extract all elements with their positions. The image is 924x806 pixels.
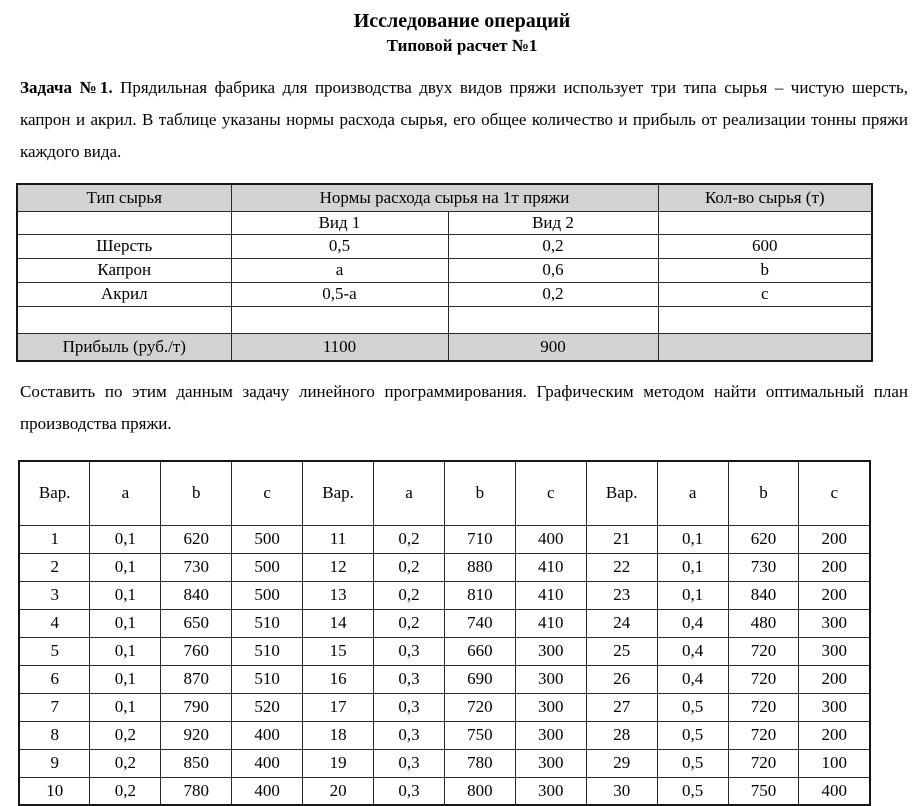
variants-header-cell: c xyxy=(232,461,303,525)
variants-cell: 0,5 xyxy=(657,777,728,805)
materials-header-norms: Нормы расхода сырья на 1т пряжи xyxy=(231,184,658,211)
variants-header-cell: b xyxy=(728,461,799,525)
variants-cell: 750 xyxy=(444,721,515,749)
variants-cell: 720 xyxy=(728,693,799,721)
variants-cell: 0,1 xyxy=(90,609,161,637)
variants-cell: 780 xyxy=(444,749,515,777)
variants-cell: 200 xyxy=(799,553,870,581)
profit-vid2: 900 xyxy=(448,333,658,361)
variants-cell: 410 xyxy=(515,609,586,637)
page-subtitle: Типовой расчет №1 xyxy=(386,36,538,55)
material-vid1: a xyxy=(231,258,448,282)
variants-header-cell: Вар. xyxy=(586,461,657,525)
variants-cell: 19 xyxy=(303,749,374,777)
variants-header-cell: c xyxy=(799,461,870,525)
materials-header-row xyxy=(17,184,872,211)
variants-cell: 16 xyxy=(303,665,374,693)
variants-cell: 0,1 xyxy=(90,553,161,581)
variants-cell: 0,1 xyxy=(90,665,161,693)
variants-cell: 300 xyxy=(799,637,870,665)
variants-cell: 920 xyxy=(161,721,232,749)
material-qty: c xyxy=(658,282,872,306)
variants-cell: 650 xyxy=(161,609,232,637)
variants-cell: 0,1 xyxy=(657,525,728,553)
materials-subheader-vid2: Вид 2 xyxy=(448,211,658,234)
variants-cell: 400 xyxy=(799,777,870,805)
variants-row xyxy=(19,553,870,581)
variants-cell: 11 xyxy=(303,525,374,553)
variants-cell: 28 xyxy=(586,721,657,749)
material-vid2 xyxy=(448,306,658,333)
variants-cell: 520 xyxy=(232,693,303,721)
variants-cell: 7 xyxy=(19,693,90,721)
variants-cell: 850 xyxy=(161,749,232,777)
variants-cell: 780 xyxy=(161,777,232,805)
variants-cell: 0,4 xyxy=(657,665,728,693)
variants-cell: 24 xyxy=(586,609,657,637)
variants-cell: 400 xyxy=(232,749,303,777)
variants-cell: 720 xyxy=(728,749,799,777)
materials-row-wool xyxy=(17,234,872,258)
materials-subheader-vid1: Вид 1 xyxy=(231,211,448,234)
materials-subheader-empty xyxy=(658,211,872,234)
variants-cell: 100 xyxy=(799,749,870,777)
variants-cell: 500 xyxy=(232,553,303,581)
variants-cell: 720 xyxy=(728,665,799,693)
variants-header-cell: b xyxy=(161,461,232,525)
variants-cell: 0,5 xyxy=(657,749,728,777)
variants-cell: 720 xyxy=(728,721,799,749)
variants-row xyxy=(19,749,870,777)
variants-cell: 200 xyxy=(799,525,870,553)
variants-cell: 14 xyxy=(303,609,374,637)
variants-cell: 0,3 xyxy=(374,777,445,805)
variants-cell: 880 xyxy=(444,553,515,581)
material-vid2: 0,2 xyxy=(448,234,658,258)
variants-row xyxy=(19,693,870,721)
variants-cell: 300 xyxy=(515,693,586,721)
variants-cell: 6 xyxy=(19,665,90,693)
variants-cell: 20 xyxy=(303,777,374,805)
variants-row xyxy=(19,637,870,665)
materials-profit-row xyxy=(17,333,872,361)
variants-row xyxy=(19,665,870,693)
materials-row-empty xyxy=(17,306,872,333)
variants-cell: 740 xyxy=(444,609,515,637)
variants-cell: 0,3 xyxy=(374,637,445,665)
variants-cell: 300 xyxy=(515,749,586,777)
variants-cell: 21 xyxy=(586,525,657,553)
variants-cell: 1 xyxy=(19,525,90,553)
variants-cell: 0,3 xyxy=(374,749,445,777)
materials-subheader-empty xyxy=(17,211,231,234)
materials-subheader-row xyxy=(17,211,872,234)
variants-cell: 0,3 xyxy=(374,665,445,693)
variants-cell: 840 xyxy=(161,581,232,609)
variants-cell: 0,2 xyxy=(90,749,161,777)
variants-cell: 22 xyxy=(586,553,657,581)
variants-cell: 4 xyxy=(19,609,90,637)
variants-cell: 620 xyxy=(728,525,799,553)
variants-cell: 0,2 xyxy=(90,777,161,805)
variants-header-row xyxy=(19,461,870,525)
profit-vid1: 1100 xyxy=(231,333,448,361)
variants-cell: 0,4 xyxy=(657,637,728,665)
variants-cell: 710 xyxy=(444,525,515,553)
variants-cell: 0,1 xyxy=(90,581,161,609)
material-name: Капрон xyxy=(17,258,231,282)
variants-cell: 200 xyxy=(799,721,870,749)
materials-header-type: Тип сырья xyxy=(17,184,231,211)
variants-cell: 750 xyxy=(728,777,799,805)
variants-cell: 790 xyxy=(161,693,232,721)
variants-cell: 0,1 xyxy=(90,693,161,721)
material-vid2: 0,2 xyxy=(448,282,658,306)
material-vid1: 0,5 xyxy=(231,234,448,258)
variants-header-cell: Вар. xyxy=(19,461,90,525)
variants-cell: 0,2 xyxy=(90,721,161,749)
variants-header-cell: a xyxy=(374,461,445,525)
problem-label: Задача №1. xyxy=(20,78,113,97)
variants-cell: 200 xyxy=(799,581,870,609)
variants-cell: 17 xyxy=(303,693,374,721)
material-vid1 xyxy=(231,306,448,333)
variants-cell: 720 xyxy=(728,637,799,665)
variants-cell: 690 xyxy=(444,665,515,693)
variants-cell: 0,1 xyxy=(90,525,161,553)
variants-cell: 300 xyxy=(515,721,586,749)
materials-header-qty: Кол-во сырья (т) xyxy=(658,184,872,211)
variants-cell: 720 xyxy=(444,693,515,721)
variants-cell: 0,3 xyxy=(374,693,445,721)
material-qty: b xyxy=(658,258,872,282)
variants-cell: 870 xyxy=(161,665,232,693)
variants-cell: 400 xyxy=(232,777,303,805)
variants-row xyxy=(19,777,870,805)
variants-cell: 10 xyxy=(19,777,90,805)
materials-row-acryl xyxy=(17,282,872,306)
variants-cell: 26 xyxy=(586,665,657,693)
variants-cell: 300 xyxy=(799,609,870,637)
variants-header-cell: c xyxy=(515,461,586,525)
variants-cell: 410 xyxy=(515,553,586,581)
variants-cell: 410 xyxy=(515,581,586,609)
variants-row xyxy=(19,721,870,749)
material-name: Шерсть xyxy=(17,234,231,258)
variants-cell: 0,4 xyxy=(657,609,728,637)
variants-header-cell: a xyxy=(90,461,161,525)
variants-cell: 9 xyxy=(19,749,90,777)
variants-cell: 510 xyxy=(232,637,303,665)
variants-cell: 500 xyxy=(232,581,303,609)
material-name: Акрил xyxy=(17,282,231,306)
material-name xyxy=(17,306,231,333)
variants-cell: 30 xyxy=(586,777,657,805)
variants-cell: 2 xyxy=(19,553,90,581)
variants-cell: 300 xyxy=(515,777,586,805)
variants-cell: 0,2 xyxy=(374,525,445,553)
variants-cell: 0,5 xyxy=(657,721,728,749)
variants-cell: 200 xyxy=(799,665,870,693)
variants-cell: 400 xyxy=(232,721,303,749)
variants-cell: 0,2 xyxy=(374,581,445,609)
variants-row xyxy=(19,525,870,553)
profit-qty xyxy=(658,333,872,361)
variants-cell: 27 xyxy=(586,693,657,721)
variants-cell: 18 xyxy=(303,721,374,749)
problem-paragraph xyxy=(20,72,908,168)
variants-table xyxy=(18,460,871,806)
variants-cell: 730 xyxy=(161,553,232,581)
variants-cell: 0,1 xyxy=(657,553,728,581)
variants-row xyxy=(19,581,870,609)
variants-cell: 660 xyxy=(444,637,515,665)
variants-cell: 730 xyxy=(728,553,799,581)
material-qty xyxy=(658,306,872,333)
variants-cell: 0,2 xyxy=(374,553,445,581)
variants-table-body xyxy=(19,525,870,805)
page-title: Исследование операций xyxy=(353,10,571,32)
variants-cell: 480 xyxy=(728,609,799,637)
variants-cell: 13 xyxy=(303,581,374,609)
variants-cell: 620 xyxy=(161,525,232,553)
variants-header-cell: Вар. xyxy=(303,461,374,525)
variants-cell: 400 xyxy=(515,525,586,553)
variants-cell: 510 xyxy=(232,609,303,637)
materials-table xyxy=(16,183,873,362)
variants-cell: 5 xyxy=(19,637,90,665)
variants-cell: 15 xyxy=(303,637,374,665)
variants-cell: 810 xyxy=(444,581,515,609)
material-qty: 600 xyxy=(658,234,872,258)
variants-header-cell: b xyxy=(444,461,515,525)
variants-cell: 510 xyxy=(232,665,303,693)
material-vid2: 0,6 xyxy=(448,258,658,282)
variants-cell: 0,2 xyxy=(374,609,445,637)
variants-cell: 0,1 xyxy=(657,581,728,609)
variants-cell: 8 xyxy=(19,721,90,749)
variants-cell: 800 xyxy=(444,777,515,805)
variants-cell: 25 xyxy=(586,637,657,665)
task-paragraph: Составить по этим данным задачу линейного программирования. Графическим методом найти оптимальный план производства пряжи. xyxy=(20,382,908,433)
variants-cell: 840 xyxy=(728,581,799,609)
profit-label: Прибыль (руб./т) xyxy=(17,333,231,361)
variants-header-cell: a xyxy=(657,461,728,525)
materials-row-kapron xyxy=(17,258,872,282)
variants-cell: 23 xyxy=(586,581,657,609)
variants-cell: 0,5 xyxy=(657,693,728,721)
variants-cell: 29 xyxy=(586,749,657,777)
variants-row xyxy=(19,609,870,637)
problem-text: Прядильная фабрика для производства двух видов пряжи использует три типа сырья – чистую шерсть, капрон и акрил. В таблице указаны нормы расхода сырья, его общее количество и прибыль от реализации тонны пряжи каждого вида. xyxy=(20,78,908,161)
variants-cell: 500 xyxy=(232,525,303,553)
variants-cell: 12 xyxy=(303,553,374,581)
variants-cell: 300 xyxy=(515,637,586,665)
material-vid1: 0,5-a xyxy=(231,282,448,306)
variants-cell: 760 xyxy=(161,637,232,665)
variants-cell: 300 xyxy=(799,693,870,721)
variants-cell: 300 xyxy=(515,665,586,693)
variants-cell: 3 xyxy=(19,581,90,609)
variants-cell: 0,1 xyxy=(90,637,161,665)
variants-cell: 0,3 xyxy=(374,721,445,749)
